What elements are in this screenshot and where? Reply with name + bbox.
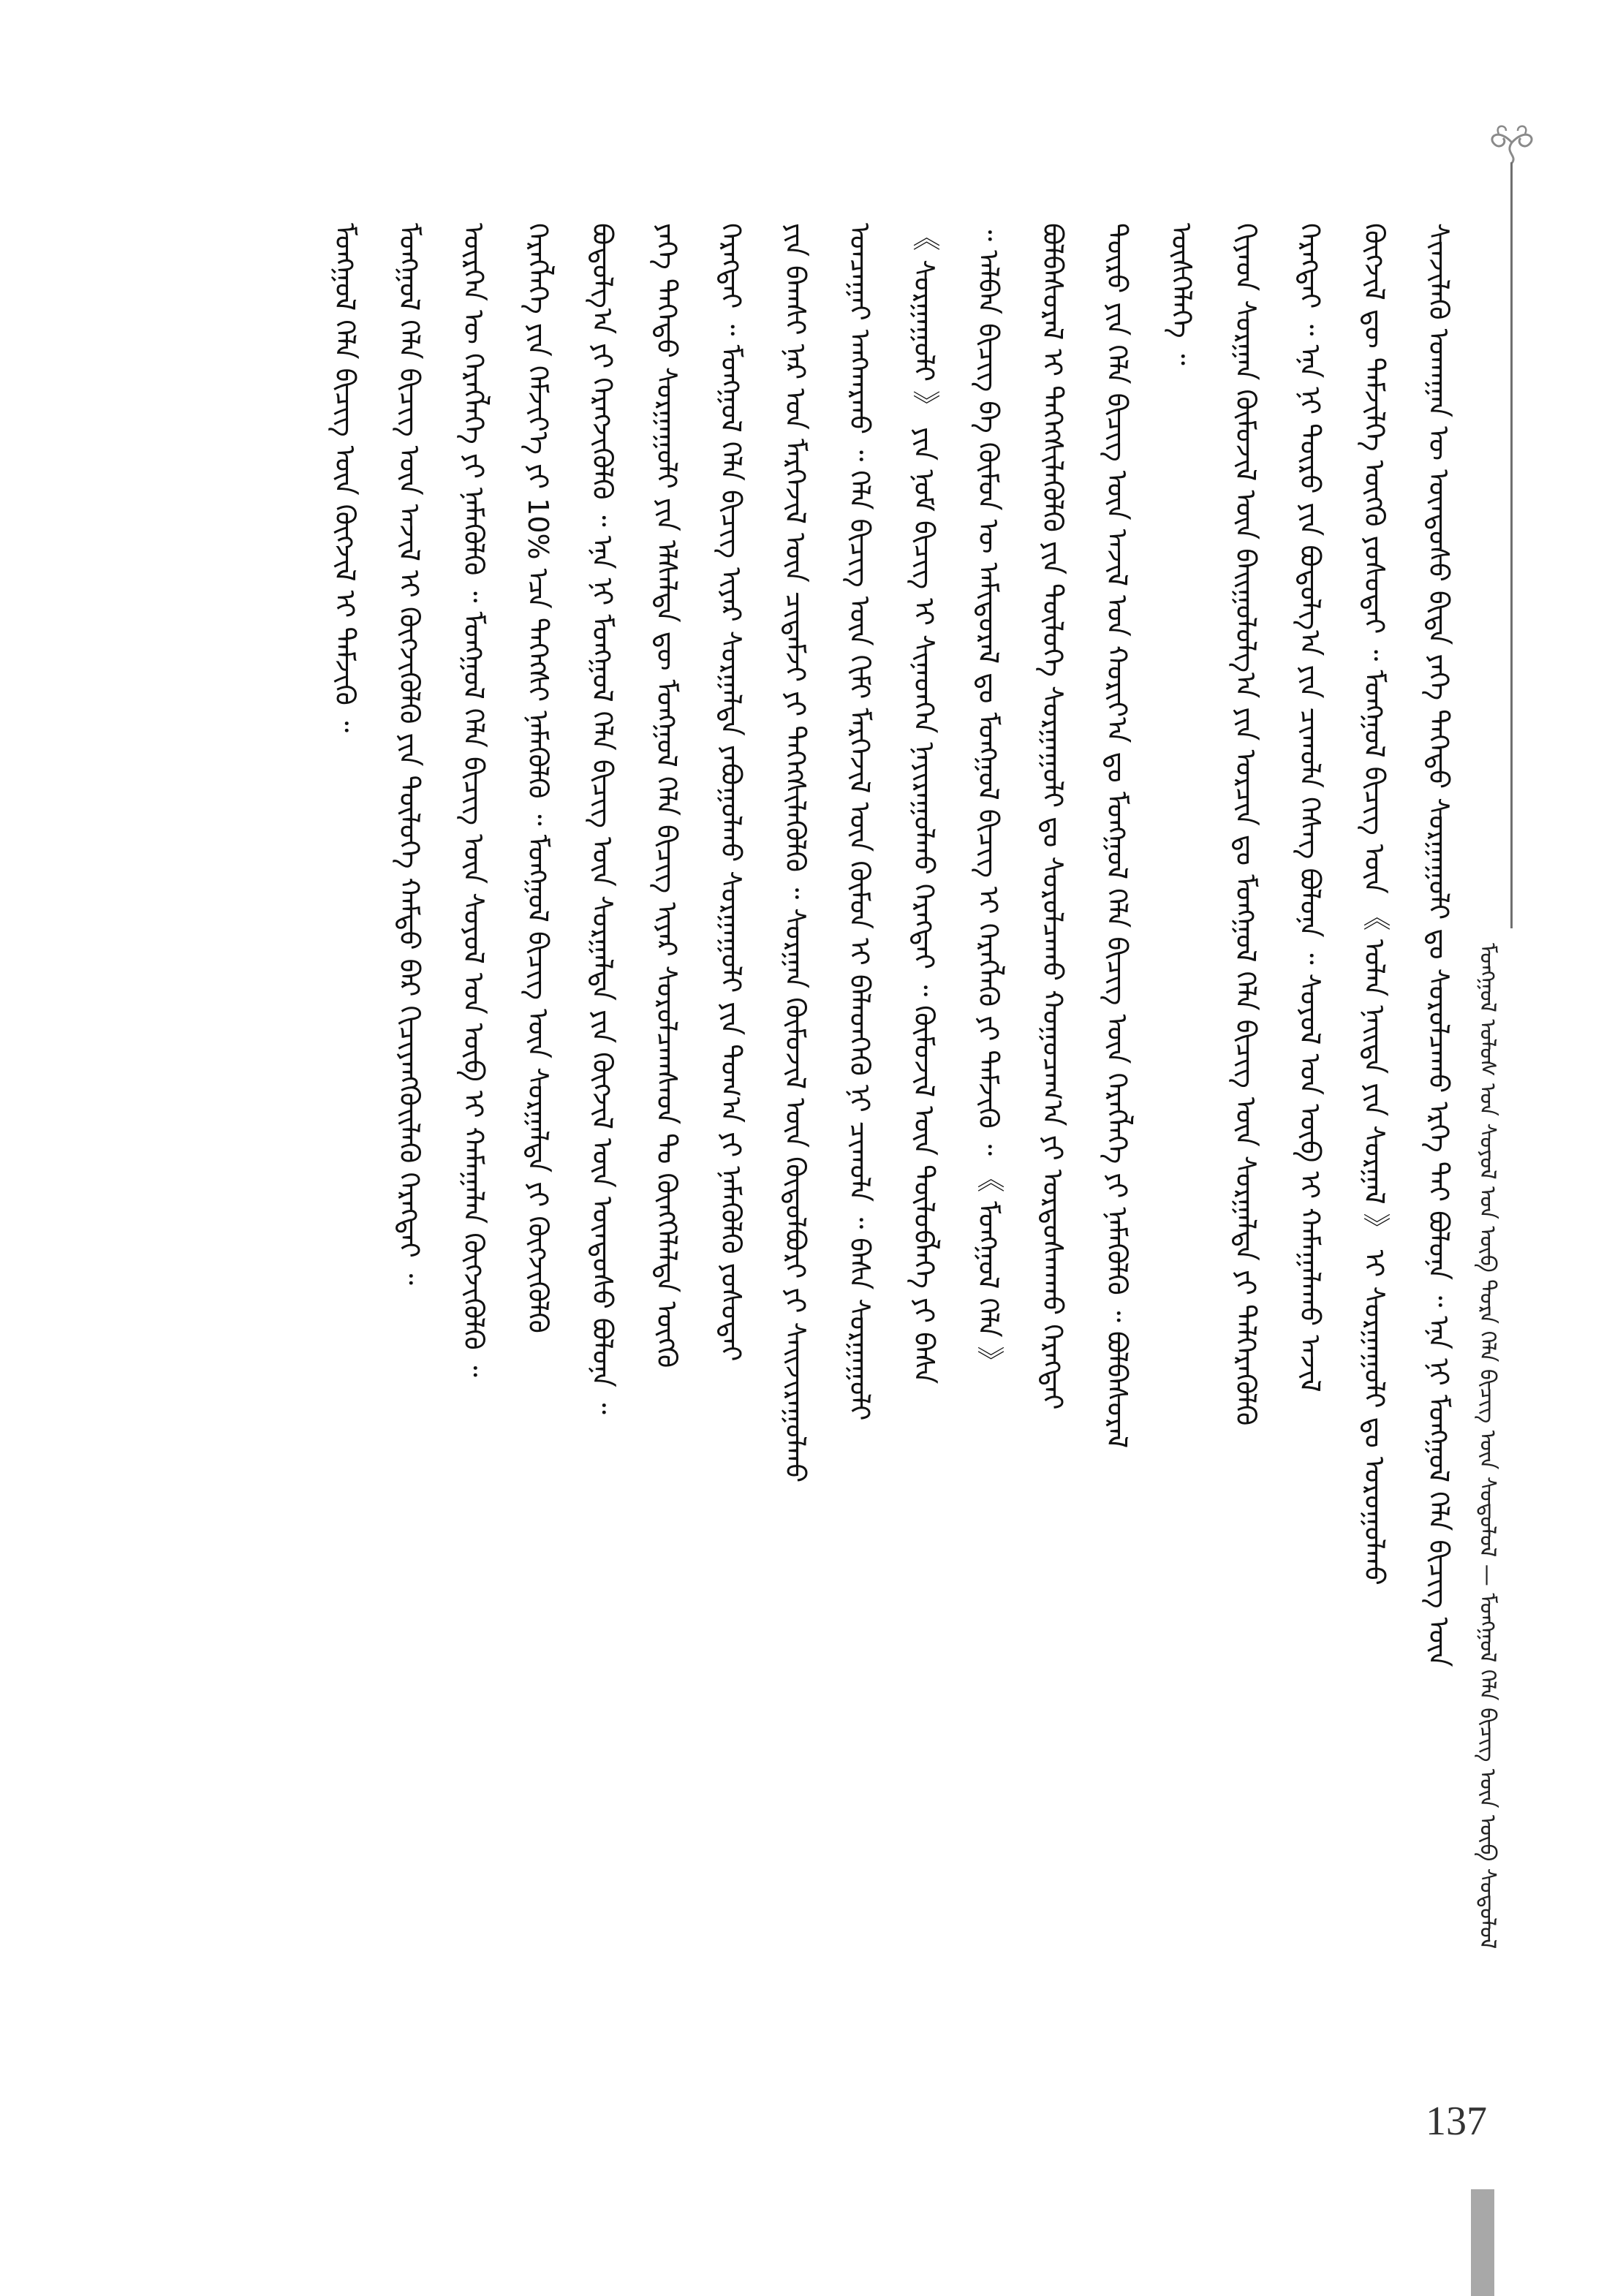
text-column: ᠬᠡᠷᠡᠭᠲᠡᠢ ᠃ ᠮᠣᠩᠭᠣᠯ ᠬᠡᠯᠡ ᠪᠢᠴᠢᠭ ᠢᠶᠡᠷ ᠰᠤᠷᠭᠠᠯᠲᠠ ᠶᠠᠪᠤᠭᠤᠯᠬᠤ ᠰᠤᠷᠭᠠᠭᠤᠯᠢ ᠶᠢᠨ ᠲᠣᠭ᠎ᠠ ᠶᠢ ᠨᠡᠮᠡᠭᠦᠯᠬᠦ ᠶᠣᠰᠣᠳᠠᠢ bbox=[715, 223, 747, 1362]
text-column: ᠥᠷᠭᠡᠨ ᠦ ᠬᠡᠷᠡᠭᠯᠡᠭᠡ ᠶᠢ ᠨᠡᠮᠡᠭᠦᠯᠬᠦ ᠃ ᠮᠣᠩᠭᠣᠯ ᠬᠡᠯᠡ ᠪᠢᠴᠢᠭ ᠦᠨ ᠰᠣᠶᠣᠯ ᠤᠨ ᠦᠪ ᠢ ᠬᠠᠮᠠᠭᠠᠯᠠᠨ ᠬᠥᠭᠵᠢᠭᠦᠯᠬᠦ ᠃ bbox=[458, 223, 490, 1377]
running-header: ᠮᠣᠩᠭᠣᠯ ᠤᠯᠤᠰ ᠤᠨ ᠰᠣᠶᠣᠯ ᠤᠨ ᠦᠪ ᠳᠣᠷᠠ ᠬᠡᠯᠡ ᠪᠢᠴᠢᠭ ᠦᠨ ᠰᠤᠳᠤᠯᠤᠯ — ᠮᠣᠩᠭᠣᠯ ᠬᠡᠯᠡ ᠪᠢᠴᠢᠭ ᠦᠨ ᠦᠪ ᠰᠤᠳᠤᠯᠤᠯ bbox=[1475, 943, 1500, 1950]
text-column: ᠰᠢᠨᠵᠢᠯᠡᠬᠦ ᠤᠬᠠᠭᠠᠨ ᠦ ᠦᠨᠳᠦᠰᠦ ᠪᠢᠳᠡ ᠶᠡᠬᠡ ᠳᠡᠭᠡᠳᠦ ᠰᠤᠷᠭᠠᠭᠤᠯᠢ ᠳᠤ ᠰᠤᠷᠤᠯᠴᠠᠬᠤ ᠡᠷᠬᠡ ᠲᠠᠢ ᠪᠣᠯᠤᠨᠠ ᠃ ᠡᠨᠡ ᠨᠢ ᠮᠣᠩᠭᠣᠯ ᠬᠡᠯᠡ ᠪᠢᠴᠢᠭ ᠦᠨ bbox=[1423, 223, 1455, 1667]
text-column: ᠪᠣᠳᠣᠯᠭ᠎ᠠ ᠶᠢ ᠬᠡᠷᠡᠭᠵᠢᠭᠦᠯᠬᠦ ᠃ ᠡᠨᠡ ᠨᠢ ᠮᠣᠩᠭᠣᠯ ᠬᠡᠯᠡ ᠪᠢᠴᠢᠭ ᠦᠨ ᠰᠤᠷᠭᠠᠯᠲᠠ ᠶᠢᠨ ᠬᠥᠭᠵᠢᠯ ᠦᠨ ᠦᠨᠳᠦᠰᠦ ᠪᠣᠯᠤᠨᠠ ᠃ bbox=[586, 223, 618, 1414]
page-number: 137 bbox=[1426, 2099, 1487, 2144]
text-column: ᠶᠡᠬᠡ ᠳᠡᠭᠡᠳᠦ ᠰᠤᠷᠭᠠᠭᠤᠯᠢ ᠶᠢᠨ ᠡᠯᠰᠡᠯᠲᠡ ᠳᠦ ᠮᠣᠩᠭᠣᠯ ᠬᠡᠯᠡ ᠪᠢᠴᠢᠭ ᠢᠶᠡᠷ ᠰᠤᠷᠤᠯᠴᠠᠭᠰᠠᠳ ᠲᠤ ᠬᠦᠩᠭᠡᠯᠡᠯᠲᠡ ᠥᠭᠬᠦ bbox=[651, 223, 683, 1368]
text-column: ᠬᠡᠷᠡᠭᠯᠡᠭᠡ ᠶᠢᠨ ᠬᠡᠮᠵᠢᠶ᠎ᠡ ᠶᠢ 10% ᠡᠴᠡ ᠳᠡᠭᠡᠭᠰᠢ ᠨᠡᠮᠡᠭᠦᠯᠬᠦ ᠃ ᠮᠣᠩᠭᠣᠯ ᠪᠢᠴᠢᠭ ᠦᠨ ᠰᠤᠷᠭᠠᠯᠲᠠ ᠶᠢ ᠬᠥᠭᠵᠢᠭᠦᠯᠬᠦ bbox=[522, 223, 554, 1333]
text-column bbox=[261, 223, 300, 2065]
text-column: ᠶᠢᠨ ᠪᠠᠭᠰᠢ ᠨᠠᠷ ᠤᠨ ᠮᠡᠷᠭᠡᠵᠢᠯ ᠦᠨ ᠴᠢᠳᠠᠮᠵᠢ ᠶᠢ ᠳᠡᠭᠡᠭᠰᠢᠯᠡᠭᠦᠯᠬᠦ ᠃ ᠰᠤᠷᠭᠠᠨ ᠬᠥᠮᠦᠵᠢᠯ ᠦᠨ ᠬᠥᠲᠦᠯᠪᠦᠷᠢ ᠶᠢ ᠰᠠᠢᠵᠢᠷᠠᠭᠤᠯᠬᠤ bbox=[779, 223, 812, 1483]
text-column: ᠣᠨᠴᠠᠭᠠᠢ ᠠᠩᠬᠠᠷᠬᠤ ᠃ ᠬᠡᠯᠡ ᠪᠢᠴᠢᠭ ᠦᠨ ᠬᠢᠮᠢ ᠮᠡᠷᠭᠡᠵᠢᠯ ᠦᠨ ᠬᠥᠮᠦᠨ ᠢ ᠪᠡᠯᠡᠳᠬᠡᠬᠦ ᠨᠢ ᠴᠢᠬᠤᠯᠠ ᠃ ᠪᠠᠰᠠ ᠰᠤᠷᠭᠠᠭᠤᠯᠢ bbox=[844, 223, 876, 1421]
text-column: ᠬᠡᠷᠡᠭᠲᠡᠢ ᠃ ᠡᠨᠡ ᠨᠢ ᠲᠥᠷᠦ ᠶᠢᠨ ᠪᠣᠳᠣᠯᠭ᠎ᠠ ᠶᠢᠨ ᠴᠢᠬᠤᠯᠠ ᠬᠡᠰᠡᠭ ᠪᠣᠯᠤᠨᠠ ᠃ ᠰᠣᠶᠣᠯ ᠤᠨ ᠥᠪ ᠢ ᠬᠠᠮᠠᠭᠠᠯᠠᠬᠤ ᠠᠵᠢᠯ bbox=[1294, 223, 1326, 1393]
text-column: ᠮᠣᠩᠭᠣᠯ ᠬᠡᠯᠡ ᠪᠢᠴᠢᠭ ᠦᠨ ᠬᠥᠭᠵᠢᠯ ᠢ ᠳᠡᠮᠵᠢᠬᠦ ᠃ bbox=[329, 223, 361, 733]
text-column: 《 ᠰᠤᠷᠭᠠᠭᠤᠯᠢ 》 ᠶᠢᠨ ᠨᠣᠮ ᠪᠢᠴᠢᠭ ᠢ ᠰᠢᠨᠡᠳᠬᠡᠨ ᠨᠠᠶᠢᠷᠠᠭᠤᠯᠬᠤ ᠬᠡᠷᠡᠭᠲᠡᠢ ᠃ ᠬᠥᠮᠦᠵᠢᠯ ᠦᠨ ᠲᠥᠯᠥᠪᠯᠡᠭᠡ ᠶᠢ ᠪᠠᠰᠠ bbox=[908, 223, 940, 1384]
text-column: ᠃ ᠠᠯᠪᠠᠨ ᠪᠢᠴᠢᠭ ᠪᠠ ᠬᠦᠮᠦᠨ ᠦ ᠠᠮᠢᠳᠤᠷᠠᠯ ᠳᠤ ᠮᠣᠩᠭᠣᠯ ᠪᠢᠴᠢᠭ ᠢ ᠬᠡᠷᠡᠭᠯᠡᠬᠦ ᠶᠢ ᠳᠡᠮᠵᠢᠬᠦ ᠃ 《 ᠮᠣᠩᠭᠣᠯ ᠬᠡᠯᠡ 》 bbox=[972, 223, 1005, 1374]
header-ornament-icon bbox=[1484, 121, 1540, 167]
side-thumb-tab bbox=[1471, 2189, 1494, 2296]
text-column: ᠥᠰᠭᠡᠯᠡᠭᠡ ᠃ bbox=[1165, 223, 1198, 365]
text-column: ᠬᠢᠶᠡᠳ ᠰᠤᠷᠭᠠᠨ ᠬᠥᠮᠦᠵᠢᠯ ᠦᠨ ᠪᠠᠢᠭᠤᠯᠤᠯᠭ᠎ᠠ ᠶᠢᠨ ᠣᠷᠴᠢᠨ ᠳᠤ ᠮᠣᠩᠭᠣᠯ ᠬᠡᠯᠡ ᠪᠢᠴᠢᠭ ᠦᠨ ᠰᠤᠷᠭᠠᠯᠲᠠ ᠶᠢ ᠳᠡᠯᠭᠡᠷᠡᠭᠦᠯᠬᠦ bbox=[1230, 223, 1262, 1426]
text-column: ᠬᠥᠭᠵᠢᠯ ᠳᠦ ᠳᠡᠮᠵᠢᠯᠭᠡ ᠥᠭᠬᠦ ᠶᠣᠰᠣᠳᠠᠢ ᠃ ᠮᠣᠩᠭᠣᠯ ᠪᠢᠴᠢᠭ ᠦᠨ 《 ᠣᠯᠠᠨ ᠨᠡᠢᠲᠡ ᠶᠢᠨ ᠰᠤᠷᠭᠠᠯ 》 ᠢ ᠰᠤᠷᠭᠠᠭᠤᠯᠢ ᠳᠤ ᠣᠷᠣᠭᠤᠯᠬᠤ bbox=[1358, 223, 1391, 1585]
text-column: ᠲᠥᠷᠦ ᠶᠢᠨ ᠬᠡᠯᠡ ᠪᠢᠴᠢᠭ ᠦᠨ ᠠᠵᠢᠯ ᠤᠨ ᠬᠣᠷᠢᠶ᠎ᠠ ᠳᠤ ᠮᠣᠩᠭᠣᠯ ᠬᠡᠯᠡ ᠪᠢᠴᠢᠭ ᠦᠨ ᠬᠡᠷᠡᠭᠯᠡᠭᠡ ᠶᠢ ᠨᠡᠮᠡᠭᠦᠯᠬᠦ ᠃ ᠪᠣᠯᠪᠠᠰᠤᠷᠠᠯ bbox=[1101, 223, 1133, 1449]
text-column: ᠮᠣᠩᠭᠣᠯ ᠬᠡᠯᠡ ᠪᠢᠴᠢᠭ ᠦᠨ ᠠᠵᠢᠯ ᠢ ᠬᠥᠭᠵᠢᠭᠦᠯᠬᠦ ᠶᠢᠨ ᠲᠥᠯᠥᠭᠡ ᠬᠠᠮᠲᠤ ᠪᠡᠷ ᠬᠢᠴᠢᠶᠡᠩᠭᠦᠢᠯᠡᠬᠦ ᠬᠡᠷᠡᠭᠲᠡᠢ ᠃ bbox=[393, 223, 425, 1285]
body-text bbox=[186, 223, 1459, 2065]
header-rule bbox=[1510, 162, 1513, 928]
text-column: ᠪᠣᠯᠪᠠᠰᠤᠷᠠᠯ ᠢ ᠳᠡᠭᠡᠭᠰᠢᠯᠡᠭᠦᠯᠬᠦ ᠶᠢᠨ ᠲᠥᠯᠥᠭᠡ ᠰᠤᠷᠭᠠᠭᠤᠯᠢ ᠳᠤ ᠰᠤᠷᠤᠯᠴᠠᠬᠤ ᠬᠤᠭᠤᠴᠠᠭ᠎ᠠ ᠶᠢ ᠤᠷᠲᠤᠰᠬᠠᠬᠤ ᠬᠡᠷᠡᠭᠲᠡᠢ bbox=[1037, 223, 1069, 1410]
